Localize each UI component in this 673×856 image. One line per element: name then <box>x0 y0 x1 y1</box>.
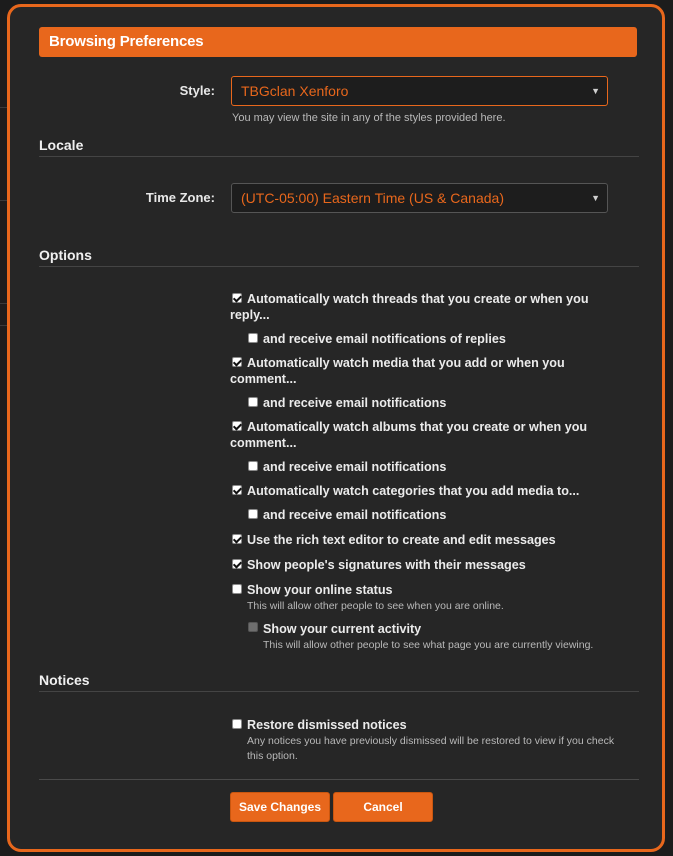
save-changes-button[interactable]: Save Changes <box>230 792 330 822</box>
online-status-checkbox[interactable] <box>232 584 242 594</box>
media-email-label: and receive email notifications <box>263 396 447 410</box>
signatures-checkbox[interactable] <box>232 559 242 569</box>
albums-email-checkbox[interactable] <box>248 461 258 471</box>
timezone-label: Time Zone: <box>145 190 215 205</box>
categories-email-label: and receive email notifications <box>263 508 447 522</box>
watch-albums-label: Automatically watch albums that you create or when you comment... <box>230 420 588 450</box>
rich-editor-checkbox[interactable] <box>232 534 242 544</box>
chevron-down-icon: ▼ <box>591 86 600 96</box>
style-hint: You may view the site in any of the styles provided here. <box>232 112 506 124</box>
style-label: Style: <box>179 83 215 98</box>
threads-email-label: and receive email notifications of replies <box>263 332 506 346</box>
restore-notices-label: Restore dismissed notices <box>247 718 407 732</box>
preferences-dialog <box>7 4 665 852</box>
options-heading: Options <box>39 247 92 263</box>
notices-heading: Notices <box>39 672 90 688</box>
style-select[interactable] <box>231 76 608 106</box>
online-status-hint: This will allow other people to see when you are online. <box>247 600 504 612</box>
current-activity-checkbox[interactable] <box>248 622 258 632</box>
watch-media-label: Automatically watch media that you add or when you comment... <box>230 356 565 386</box>
restore-notices-checkbox[interactable] <box>232 719 242 729</box>
timezone-select-value: (UTC-05:00) Eastern Time (US & Canada) <box>241 190 504 206</box>
section-divider <box>39 691 639 692</box>
rich-editor-label: Use the rich text editor to create and edit messages <box>247 533 556 547</box>
signatures-label: Show people's signatures with their messages <box>247 558 526 572</box>
current-activity-hint: This will allow other people to see what page you are currently viewing. <box>263 639 594 651</box>
media-email-checkbox[interactable] <box>248 397 258 407</box>
online-status-label: Show your online status <box>247 583 393 597</box>
section-divider <box>39 156 639 157</box>
watch-categories-label: Automatically watch categories that you add media to... <box>247 484 580 498</box>
style-select-value: TBGclan Xenforo <box>241 83 349 99</box>
albums-email-label: and receive email notifications <box>263 460 447 474</box>
categories-email-checkbox[interactable] <box>248 509 258 519</box>
buttons-divider <box>39 779 639 780</box>
chevron-down-icon: ▼ <box>591 193 600 203</box>
threads-email-checkbox[interactable] <box>248 333 258 343</box>
watch-threads-label: Automatically watch threads that you create or when you reply... <box>230 292 589 322</box>
cancel-button[interactable]: Cancel <box>333 792 433 822</box>
locale-heading: Locale <box>39 137 84 153</box>
timezone-select[interactable] <box>231 183 608 213</box>
current-activity-label: Show your current activity <box>263 622 422 636</box>
dialog-title: Browsing Preferences <box>39 27 637 57</box>
restore-notices-hint: Any notices you have previously dismissed will be restored to view if you check this option. <box>247 735 615 762</box>
watch-categories-checkbox[interactable] <box>232 485 242 495</box>
section-divider <box>39 266 639 267</box>
